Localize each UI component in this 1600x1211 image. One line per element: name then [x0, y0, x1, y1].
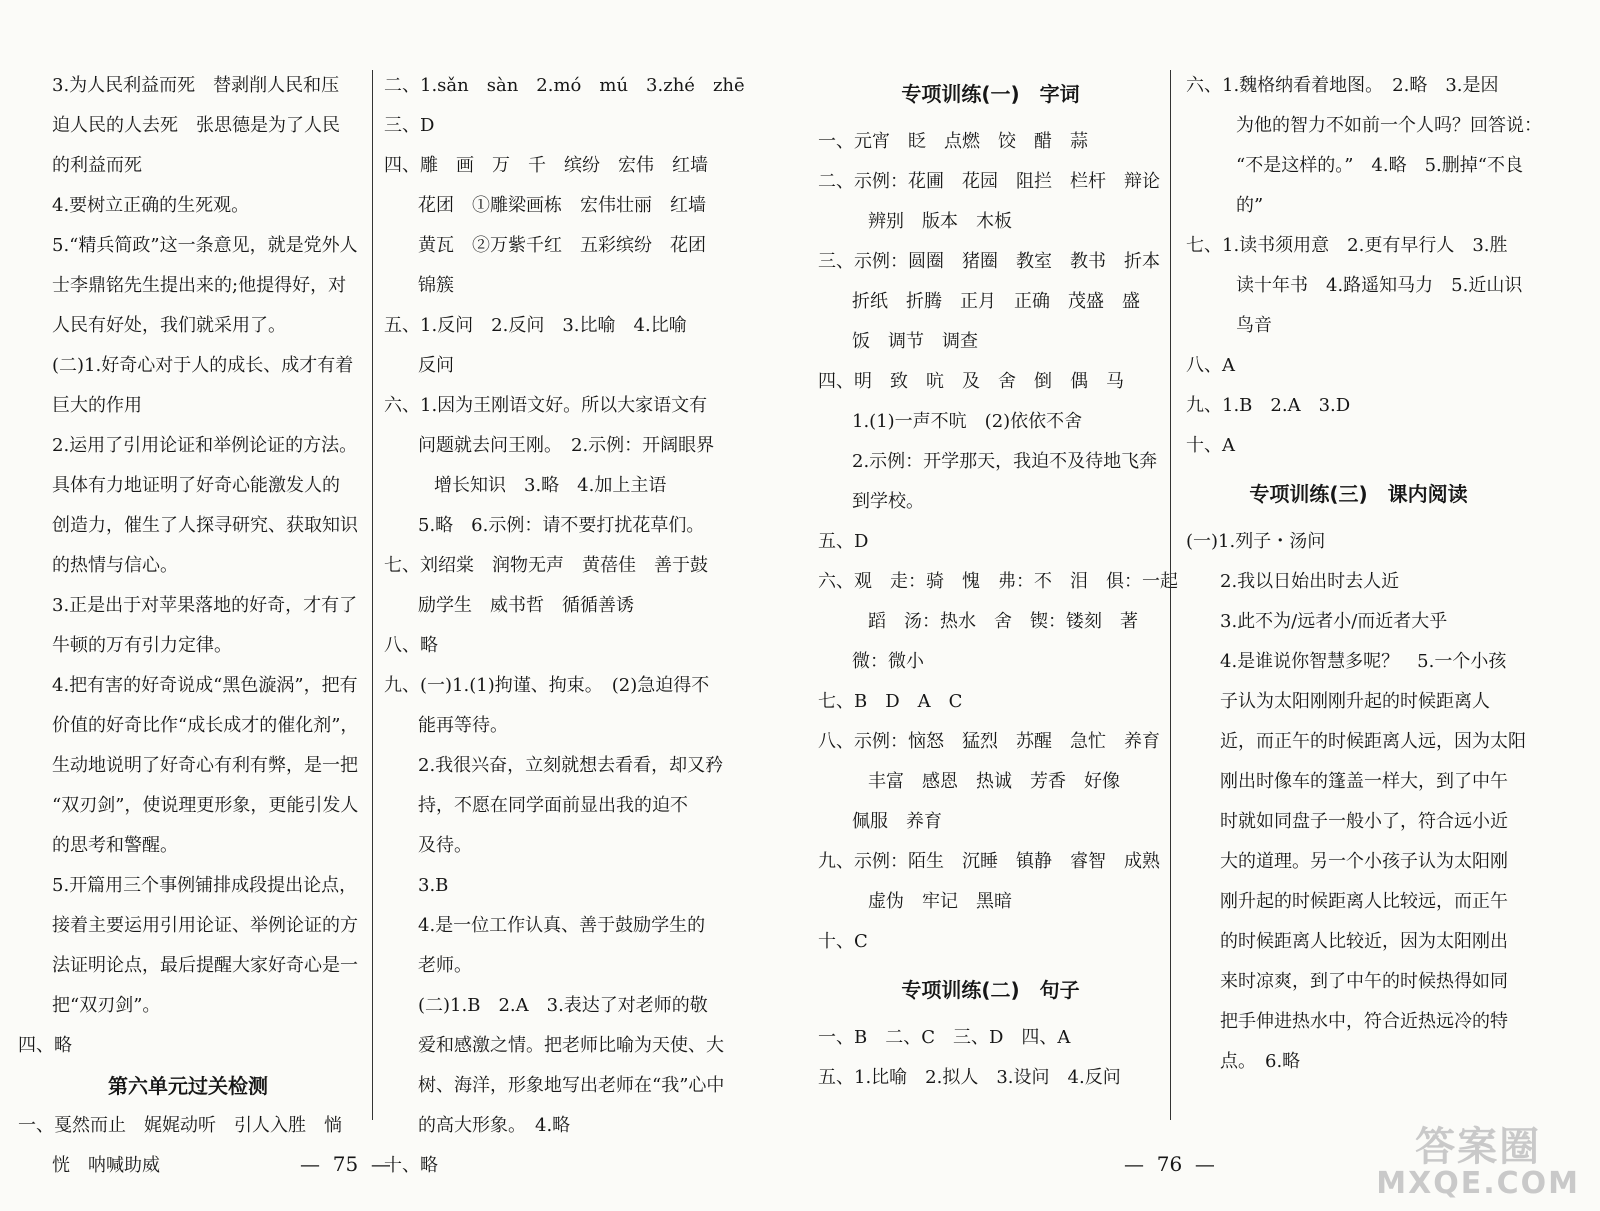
- answer-line: 微：微小: [852, 651, 924, 672]
- answer-line: 为他的智力不如前一个人吗？回答说：: [1236, 115, 1542, 136]
- answer-line: 六、1.因为王刚语文好。所以大家语文有: [384, 395, 708, 416]
- answer-line: 七、刘绍棠 润物无声 黄蓓佳 善于鼓: [384, 555, 708, 576]
- watermark: [1376, 1124, 1580, 1201]
- answer-line: 饭 调节 调查: [852, 331, 978, 352]
- answer-line: 一、B 二、C 三、D 四、A: [818, 1027, 1071, 1048]
- answer-line: 四、雕 画 万 千 缤纷 宏伟 红墙: [384, 155, 708, 176]
- answer-line: 五、D: [818, 531, 869, 552]
- answer-line: “双刃剑”，使说理更形象，更能引发人: [52, 795, 359, 816]
- page-number-right: [1124, 1152, 1215, 1176]
- answer-line: 巨大的作用: [52, 395, 142, 416]
- answer-line: 黄瓦 ②万紫千红 五彩缤纷 花团: [418, 235, 706, 256]
- answer-line: 九、1.B 2.A 3.D: [1186, 395, 1351, 416]
- answer-line: 二、示例：花圃 花园 阻拦 栏杆 辩论: [818, 171, 1160, 192]
- answer-line: 5.开篇用三个事例铺排成段提出论点，: [52, 875, 358, 896]
- answer-line: 三、示例：圆圈 猪圈 教室 教书 折本: [818, 251, 1160, 272]
- answer-line: 能再等待。: [418, 715, 508, 736]
- answer-line: 生动地说明了好奇心有利有弊，是一把: [52, 755, 358, 776]
- column-1: [18, 66, 358, 1186]
- answer-line: 5.略 6.示例：请不要打扰花草们。: [418, 515, 705, 536]
- answer-line: 3.此不为/远者小/而近者大乎: [1220, 611, 1448, 632]
- answer-line: 3.B: [418, 875, 449, 896]
- watermark-url: MXQE.COM: [1376, 1166, 1580, 1201]
- answer-line: 3.为人民利益而死 替剥削人民和压: [52, 75, 340, 96]
- answer-line: 2.示例：开学那天，我迫不及待地飞奔: [852, 451, 1158, 472]
- answer-line: 的”: [1236, 195, 1264, 216]
- answer-line: 4.要树立正确的生死观。: [52, 195, 250, 216]
- answer-line: 老师。: [418, 955, 472, 976]
- answer-line: 树、海洋，形象地写出老师在“我”心中: [418, 1075, 725, 1096]
- column-divider-right: [1170, 70, 1171, 1120]
- column-3: [818, 66, 1178, 1098]
- answer-line: 4.是一位工作认真、善于鼓励学生的: [418, 915, 706, 936]
- answer-line: 花团 ①雕梁画栋 宏伟壮丽 红墙: [418, 195, 706, 216]
- answer-line: 恍 呐喊助威: [52, 1155, 160, 1176]
- answer-line: 到学校。: [852, 491, 924, 512]
- answer-line: 读十年书 4.路遥知马力 5.近山识: [1236, 275, 1523, 296]
- answer-line: 锦簇: [418, 275, 454, 296]
- column-4: [1186, 66, 1542, 1082]
- answer-line: 法证明论点，最后提醒大家好奇心是一: [52, 955, 358, 976]
- answer-line: 具体有力地证明了好奇心能激发人的: [52, 475, 340, 496]
- answer-line: 1.(1)一声不吭 (2)依依不舍: [852, 411, 1083, 432]
- answer-line: 丰富 感恩 热诚 芳香 好像: [868, 771, 1120, 792]
- answer-line: 八、示例：恼怒 猛烈 苏醒 急忙 养育: [818, 731, 1160, 752]
- answer-line: (一)1.列子・汤问: [1186, 531, 1326, 552]
- answer-line: 刚升起的时候距离人比较远，而正午: [1220, 891, 1508, 912]
- answer-line: 3.正是出于对苹果落地的好奇，才有了: [52, 595, 358, 616]
- answer-line: 十、略: [384, 1155, 438, 1176]
- page-dash: —: [300, 1152, 333, 1176]
- section-heading: 第六单元过关检测: [108, 1074, 268, 1098]
- answer-line: 的热情与信心。: [52, 555, 178, 576]
- answer-line: 4.是谁说你智慧多呢？ 5.一个小孩: [1220, 651, 1507, 672]
- answer-line: 辨别 版本 木板: [868, 211, 1012, 232]
- answer-line: 的高大形象。 4.略: [418, 1115, 571, 1136]
- answer-line: (二)1.B 2.A 3.表达了对老师的敬: [418, 995, 708, 1016]
- answer-line: 把“双刃剑”。: [52, 995, 161, 1016]
- answer-line: 七、1.读书须用意 2.更有早行人 3.胜: [1186, 235, 1508, 256]
- answer-line: 折纸 折腾 正月 正确 茂盛 盛: [852, 291, 1140, 312]
- answer-line: 蹈 汤：热水 舍 锲：镂刻 著: [868, 611, 1138, 632]
- answer-line: 价值的好奇比作“成长成才的催化剂”，: [52, 715, 359, 736]
- answer-line: 虚伪 牢记 黑暗: [868, 891, 1012, 912]
- answer-line: 及待。: [418, 835, 472, 856]
- answer-line: 三、D: [384, 115, 435, 136]
- answer-line: 2.我很兴奋，立刻就想去看看，却又矜: [418, 755, 724, 776]
- answer-line: “不是这样的。” 4.略 5.删掉“不良: [1236, 155, 1523, 176]
- answer-line: 的思考和警醒。: [52, 835, 178, 856]
- answer-line: 创造力，催生了人探寻研究、获取知识: [52, 515, 358, 536]
- answer-line: 的利益而死: [52, 155, 142, 176]
- answer-line: 人民有好处，我们就采用了。: [52, 315, 286, 336]
- page-dash: —: [1124, 1152, 1157, 1176]
- answer-line: 问题就去问王刚。 2.示例：开阔眼界: [418, 435, 715, 456]
- answer-line: 2.我以日始出时去人近: [1220, 571, 1400, 592]
- answer-line: 十、A: [1186, 435, 1235, 456]
- answer-line: 九、(一)1.(1)拘谨、拘束。 (2)急迫得不: [384, 675, 710, 696]
- answer-line: 点。 6.略: [1220, 1051, 1301, 1072]
- answer-line: 十、C: [818, 931, 868, 952]
- answer-line: 把手伸进热水中，符合近热远冷的特: [1220, 1011, 1508, 1032]
- answer-line: 来时凉爽，到了中午的时候热得如同: [1220, 971, 1508, 992]
- answer-line: 反问: [418, 355, 454, 376]
- answer-line: 四、明 致 吭 及 舍 倒 偶 马: [818, 371, 1124, 392]
- answer-line: 2.运用了引用论证和举例论证的方法。: [52, 435, 358, 456]
- answer-line: 七、B D A C: [818, 691, 963, 712]
- answer-line: 励学生 威书哲 循循善诱: [418, 595, 634, 616]
- answer-line: 八、略: [384, 635, 438, 656]
- column-2: [384, 66, 745, 1186]
- answer-line: 六、1.魏格纳看着地图。 2.略 3.是因: [1186, 75, 1499, 96]
- answer-line: 5.“精兵简政”这一条意见，就是党外人: [52, 235, 358, 256]
- section-heading: 专项训练(二) 句子: [901, 978, 1080, 1002]
- answer-line: 迫人民的人去死 张思德是为了人民: [52, 115, 340, 136]
- section-heading: 专项训练(一) 字词: [901, 82, 1080, 106]
- section-heading: 专项训练(三) 课内阅读: [1249, 482, 1468, 506]
- page-number-left: [300, 1152, 391, 1176]
- answer-line: 的时候距离人比较近，因为太阳刚出: [1220, 931, 1508, 952]
- answer-line: 牛顿的万有引力定律。: [52, 635, 232, 656]
- answer-line: 六、观 走：骑 愧 弗：不 泪 俱：一起: [818, 571, 1178, 592]
- answer-line: 佩服 养育: [852, 811, 942, 832]
- answer-line: 接着主要运用引用论证、举例论证的方: [52, 915, 358, 936]
- answer-line: 爱和感激之情。把老师比喻为天使、大: [418, 1035, 724, 1056]
- answer-line: 增长知识 3.略 4.加上主语: [434, 475, 667, 496]
- answer-line: 四、略: [18, 1035, 72, 1056]
- answer-line: 士李鼎铭先生提出来的;他提得好，对: [52, 275, 347, 296]
- page-number-value: 75: [332, 1152, 359, 1176]
- answer-line: 近，而正午的时候距离人远，因为太阳: [1220, 731, 1526, 752]
- answer-line: 时就如同盘子一般小了，符合远小近: [1220, 811, 1508, 832]
- answer-line: (二)1.好奇心对于人的成长、成才有着: [52, 355, 354, 376]
- column-divider-left: [372, 70, 373, 1120]
- answer-line: 一、戛然而止 娓娓动听 引人入胜 惝: [18, 1115, 342, 1136]
- answer-line: 鸟音: [1236, 315, 1272, 336]
- answer-line: 子认为太阳刚刚升起的时候距离人: [1220, 691, 1490, 712]
- page-dash: —: [1182, 1152, 1215, 1176]
- answer-line: 刚出时像车的篷盖一样大，到了中午: [1220, 771, 1508, 792]
- answer-line: 4.把有害的好奇说成“黑色漩涡”，把有: [52, 675, 358, 696]
- answer-line: 五、1.反问 2.反问 3.比喻 4.比喻: [384, 315, 687, 336]
- answer-line: 一、元宵 眨 点燃 饺 醋 蒜: [818, 131, 1088, 152]
- page-dash: —: [358, 1152, 391, 1176]
- answer-line: 八、A: [1186, 355, 1235, 376]
- answer-line: 二、1.sǎn sàn 2.mó mú 3.zhé zhē: [384, 75, 745, 96]
- answer-line: 五、1.比喻 2.拟人 3.设问 4.反问: [818, 1067, 1121, 1088]
- watermark-logo-text: 答案圈: [1415, 1124, 1542, 1170]
- page-number-value: 76: [1156, 1152, 1183, 1176]
- answer-line: 大的道理。另一个小孩子认为太阳刚: [1220, 851, 1508, 872]
- answer-line: 九、示例：陌生 沉睡 镇静 睿智 成熟: [818, 851, 1160, 872]
- answer-line: 持，不愿在同学面前显出我的迫不: [418, 795, 688, 816]
